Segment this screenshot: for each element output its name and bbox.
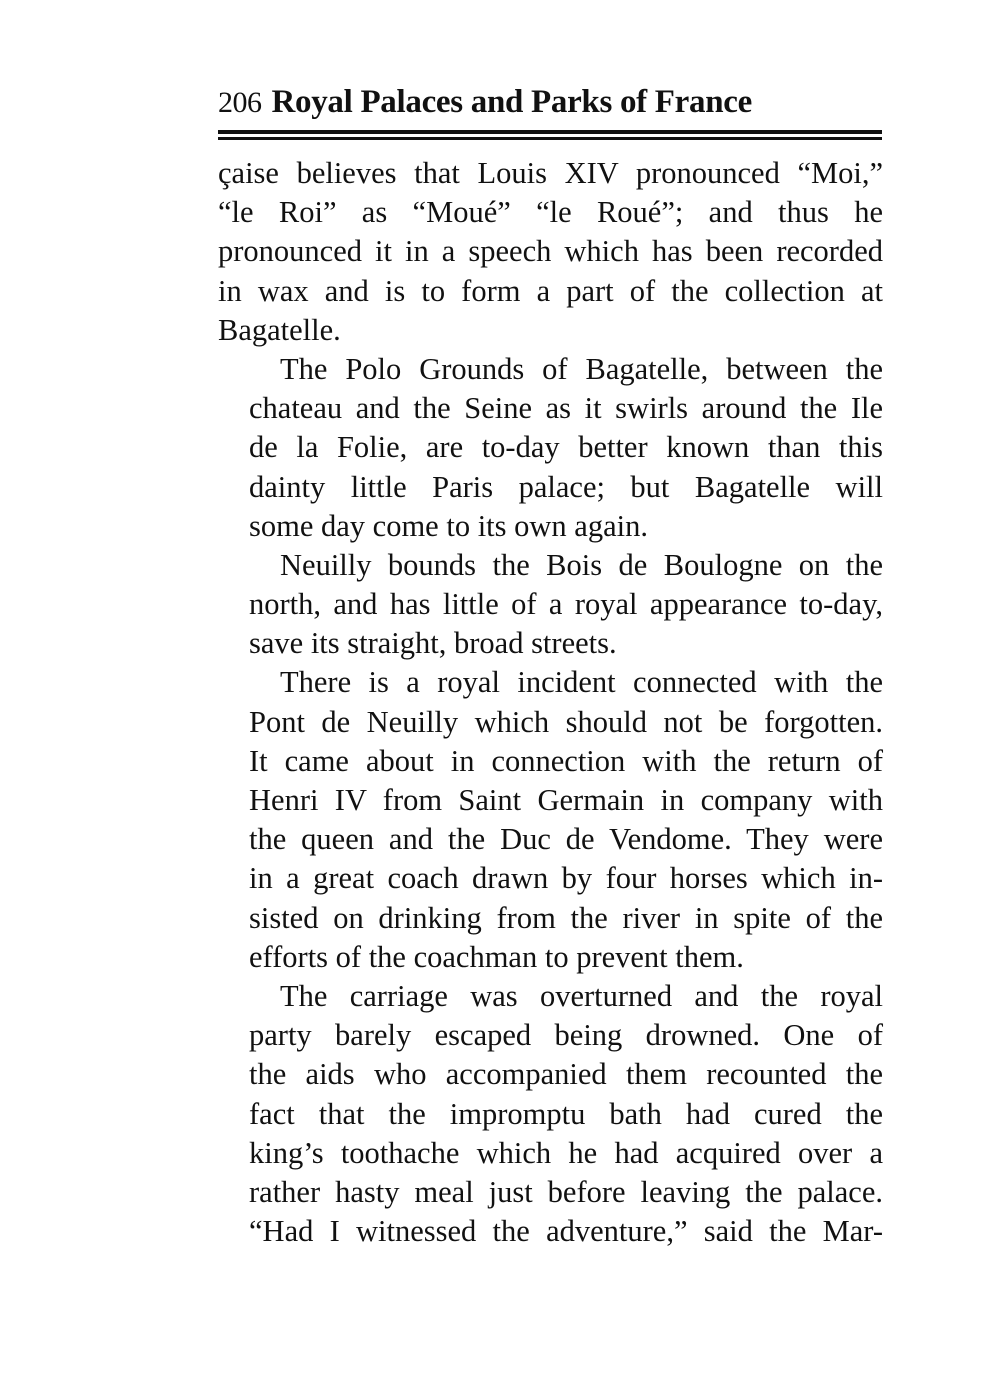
text-line: save its straight, broad streets. <box>249 626 617 661</box>
text-line: The Polo Grounds of Bagatelle, between the <box>280 351 883 386</box>
paragraph-3 <box>218 546 883 664</box>
text-line: Bagatelle. <box>218 312 341 347</box>
text-line: in a great coach drawn by four horses which in- <box>249 861 883 896</box>
text-line: fact that the impromptu bath had cured the <box>249 1096 883 1131</box>
text-line: north, and has little of a royal appearance to-day, <box>249 587 883 622</box>
text-line: rather hasty meal just before leaving the palace. <box>249 1174 883 1209</box>
text-line: efforts of the coachman to prevent them. <box>249 939 744 974</box>
text-line: Neuilly bounds the Bois de Boulogne on the <box>280 547 883 582</box>
text-line: “Had I witnessed the adventure,” said the Mar- <box>249 1214 883 1249</box>
text-line: party barely escaped being drowned. One of <box>249 1018 883 1053</box>
paragraph-1 <box>218 154 883 350</box>
paragraph-5 <box>218 977 883 1251</box>
text-line: Henri IV from Saint Germain in company with <box>249 783 883 817</box>
text-line: çaise believes that Louis XIV pronounced “Moi,” <box>218 156 883 190</box>
text-line: de la Folie, are to-day better known than this <box>249 430 883 465</box>
text-line: It came about in connection with the return of <box>249 743 883 778</box>
header-rule-bottom <box>218 137 882 140</box>
paragraph-2 <box>218 350 883 546</box>
text-line: There is a royal incident connected with the <box>280 665 883 700</box>
text-line: pronounced it in a speech which has been recorded <box>218 234 883 269</box>
header-rule-top <box>218 130 882 134</box>
text-line: the queen and the Duc de Vendome. They were <box>249 822 883 857</box>
text-line: sisted on drinking from the river in spite of the <box>249 900 883 935</box>
text-line: “le Roi” as “Moué” “le Roué”; and thus he <box>218 195 883 230</box>
page-number: 206 <box>218 86 262 119</box>
body-text <box>218 154 883 1251</box>
text-line: in wax and is to form a part of the collection at <box>218 273 883 308</box>
text-line: dainty little Paris palace; but Bagatelle will <box>249 469 883 504</box>
paragraph-4 <box>218 663 883 977</box>
text-line: the aids who accompanied them recounted the <box>249 1057 883 1092</box>
running-head <box>218 84 884 128</box>
text-line: The carriage was overturned and the royal <box>280 978 883 1013</box>
text-line: some day come to its own again. <box>249 508 648 543</box>
text-line: Pont de Neuilly which should not be forgotten. <box>249 704 883 739</box>
running-title: Royal Palaces and Parks of France <box>271 84 752 120</box>
text-line: king’s toothache which he had acquired over a <box>249 1135 883 1170</box>
text-line: chateau and the Seine as it swirls around the Ile <box>249 391 883 426</box>
